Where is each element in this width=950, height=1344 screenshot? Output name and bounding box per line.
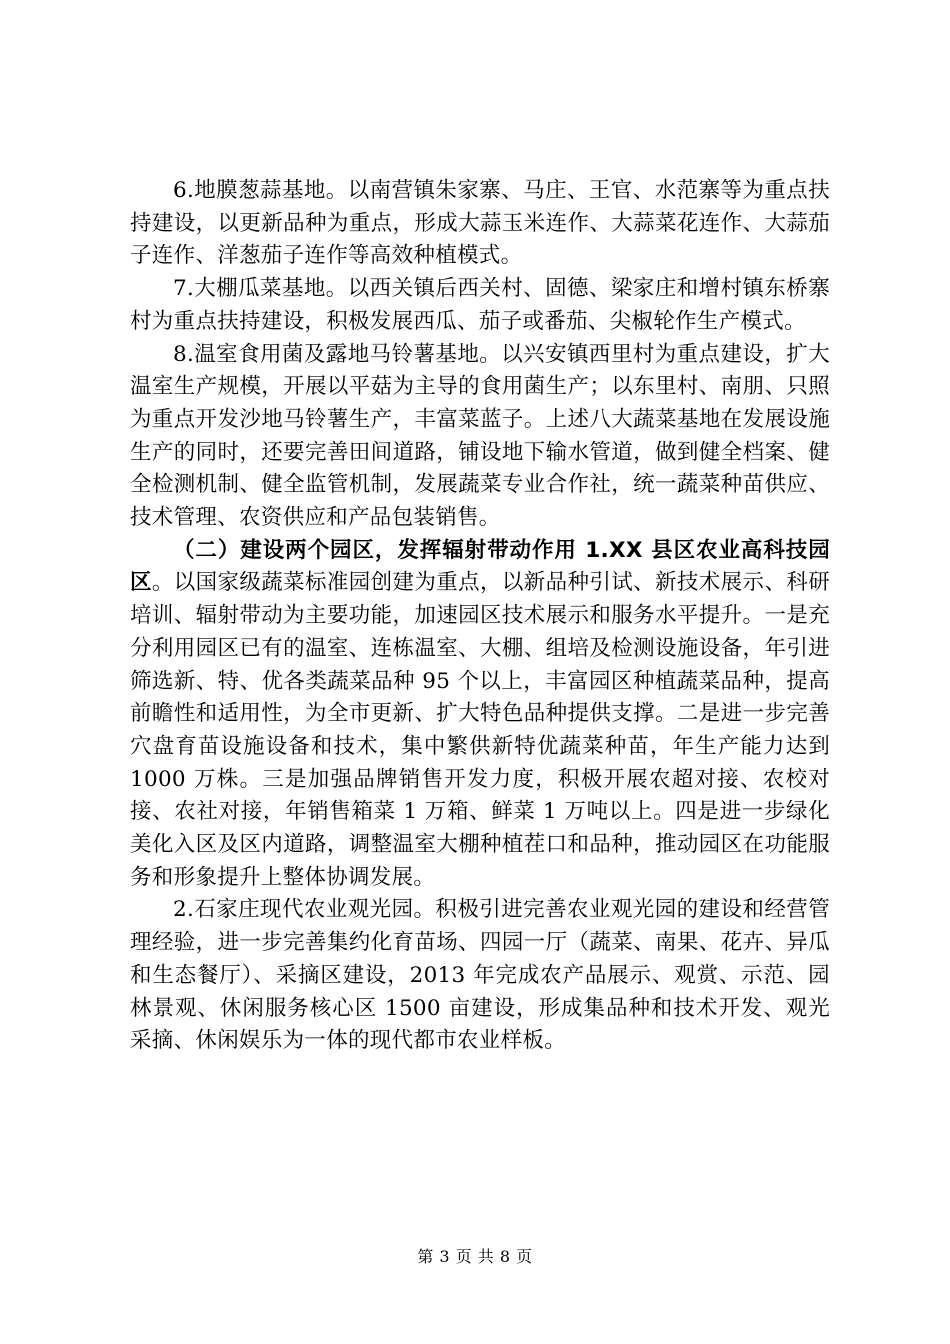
- paragraph-greenhouse-melon-base: 7.大棚瓜菜基地。以西关镇后西关村、固德、梁家庄和增村镇东桥寨村为重点扶持建设，积极发展西瓜、茄子或番茄、尖椒轮作生产模式。: [130, 276, 830, 334]
- section-heading: （二）建设两个园区，发挥辐射带动作用 1.XX 县区农业高科技园区: [130, 537, 830, 596]
- paragraph-two-parks-body: 。以国家级蔬菜标准园创建为重点，以新品种引试、新技术展示、科研培训、辐射带动为主要功能，加速园区技术展示和服务水平提升。一是充分利用园区已有的温室、连栋温室、大棚、组培及检测设施设备，年引进筛选新、特、优各类蔬菜品种 95 个以上，丰富园区种植蔬菜品种，提高前瞻性和适用性，为全市更新、扩大特色品种提供支撑。二是进一步完善穴盘育苗设施设备和技术，集中繁供新特优蔬菜种苗，年生产能力达到 1000 万株。三是加强品牌销售开发力度，积极开展农超对接、农校对接、农社对接，年销售箱菜 1 万箱、鲜菜 1 万吨以上。四是进一步绿化美化入区及区内道路，调整温室大棚种植茬口和品种，推动园区在功能服务和形象提升上整体协调发展。: [130, 570, 830, 890]
- paragraph-sightseeing-park: 2.石家庄现代农业观光园。积极引进完善农业观光园的建设和经营管理经验，进一步完善集约化育苗场、四园一厅（蔬菜、南果、花卉、异瓜和生态餐厅）、采摘区建设，2013 年完成农产品展示、观赏、示范、园林景观、休闲服务核心区 1500 亩建设，形成集品种和技术开发、观光采摘、休闲娱乐为一体的现代都市农业样板。: [130, 897, 830, 1054]
- body-text: [130, 175, 830, 1058]
- paragraph-garlic-base: 6.地膜葱蒜基地。以南营镇朱家寨、马庄、王官、水范寨等为重点扶持建设，以更新品种为重点，形成大蒜玉米连作、大蒜菜花连作、大蒜茄子连作、洋葱茄子连作等高效种植模式。: [130, 178, 830, 269]
- page-footer: 第 3 页 共 8 页: [417, 1247, 533, 1266]
- paragraph-two-parks: [130, 535, 830, 895]
- paragraph-mushroom-potato-base: 8.温室食用菌及露地马铃薯基地。以兴安镇西里村为重点建设，扩大温室生产规模，开展以平菇为主导的食用菌生产；以东里村、南朋、只照为重点开发沙地马铃薯生产，丰富菜蓝子。上述八大蔬菜基地在发展设施生产的同时，还要完善田间道路，铺设地下输水管道，做到健全档案、健全检测机制、健全监管机制，发展蔬菜专业合作社，统一蔬菜种苗供应、技术管理、农资供应和产品包装销售。: [130, 341, 830, 531]
